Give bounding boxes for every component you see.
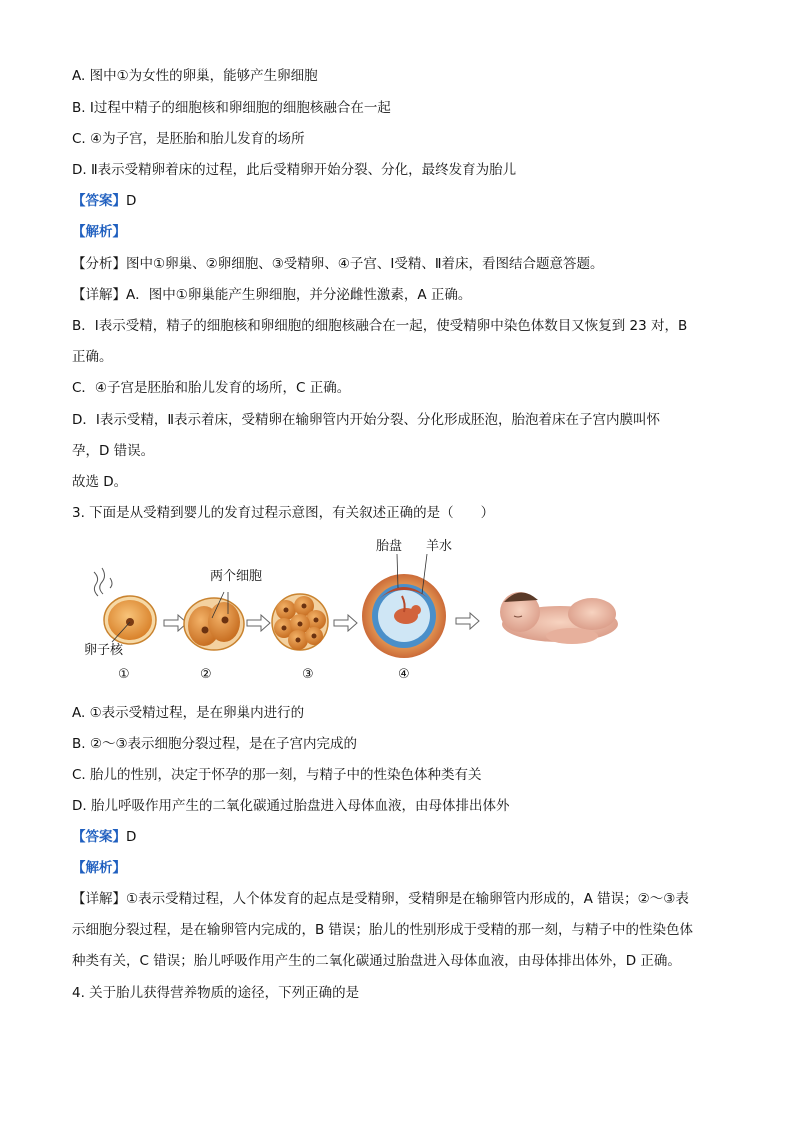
q2-detail-line-5: D．Ⅰ表示受精，Ⅱ表示着床，受精卵在输卵管内开始分裂、分化形成胚泡，胎泡着床在子宫内膜叫怀 — [72, 412, 661, 428]
stage-number-1: ① — [118, 667, 130, 682]
label-egg-nucleus: 卵子核 — [84, 643, 124, 658]
answer-label: 【答案】 — [72, 829, 126, 845]
q2-option-a: A. 图中①为女性的卵巢，能够产生卵细胞 — [72, 68, 318, 84]
q3-option-b: B. ②～③表示细胞分裂过程，是在子宫内完成的 — [72, 736, 358, 752]
label-two-cells: 两个细胞 — [210, 569, 263, 584]
q2-option-c: C. ④为子宫，是胚胎和胎儿发育的场所 — [72, 131, 305, 147]
q2-detail-line-3: 正确。 — [72, 349, 113, 365]
q3-analysis-heading — [72, 858, 126, 878]
fenxi-label: 【分析】 — [72, 256, 126, 272]
label-placenta: 胎盘 — [376, 539, 403, 554]
answer-value: D — [126, 193, 137, 209]
stage-3-morula — [272, 594, 328, 650]
answer-label: 【答案】 — [72, 193, 126, 209]
q3-option-d: D. 胎儿呼吸作用产生的二氧化碳通过胎盘进入母体血液，由母体排出体外 — [72, 798, 510, 814]
arrow-2 — [247, 615, 270, 631]
arrow-3 — [334, 615, 357, 631]
development-diagram — [72, 532, 632, 692]
q2-option-b: B. Ⅰ过程中精子的细胞核和卵细胞的细胞核融合在一起 — [72, 100, 391, 116]
q3-answer — [72, 827, 136, 847]
detail-text: A．图中①卵巢能产生卵细胞，并分泌雌性激素，A 正确。 — [126, 287, 472, 303]
q3-option-c: C. 胎儿的性别，决定于怀孕的那一刻，与精子中的性染色体种类有关 — [72, 767, 482, 783]
stage-1-fertilization — [94, 568, 156, 644]
baby-illustration — [500, 592, 618, 644]
q2-detail-line-2: B．Ⅰ表示受精，精子的细胞核和卵细胞的细胞核融合在一起，使受精卵中染色体数目又恢复到 23 对，B — [72, 318, 688, 334]
stage-number-3: ③ — [302, 667, 314, 682]
q4-stem: 4. 关于胎儿获得营养物质的途径，下列正确的是 — [72, 985, 360, 1001]
q2-detail-line-6: 孕，D 错误。 — [72, 443, 155, 459]
detail-label: 【详解】 — [72, 287, 126, 303]
answer-value: D — [126, 829, 137, 845]
stage-number-2: ② — [200, 667, 212, 682]
stage-2-two-cells — [184, 592, 244, 650]
arrow-4 — [456, 613, 479, 629]
q2-option-d: D. Ⅱ表示受精卵着床的过程，此后受精卵开始分裂、分化，最终发育为胎儿 — [72, 162, 517, 178]
q2-detail-line-1 — [72, 285, 471, 305]
q2-fenxi — [72, 254, 604, 274]
q2-detail-line-4: C．④子宫是胚胎和胎儿发育的场所，C 正确。 — [72, 380, 351, 396]
analysis-label: 【解析】 — [72, 860, 126, 876]
analysis-label: 【解析】 — [72, 224, 126, 240]
detail-label: 【详解】 — [72, 891, 126, 907]
q3-option-a: A. ①表示受精过程，是在卵巢内进行的 — [72, 705, 305, 721]
label-amniotic-fluid: 羊水 — [426, 539, 453, 554]
q3-detail-line-1 — [72, 889, 689, 909]
detail-text: ①表示受精过程，人个体发育的起点是受精卵，受精卵是在输卵管内形成的，A 错误；②～③表 — [126, 891, 689, 907]
fenxi-text: 图中①卵巢、②卵细胞、③受精卵、④子宫、Ⅰ受精、Ⅱ着床，看图结合题意答题。 — [126, 256, 604, 272]
q2-detail-line-7: 故选 D。 — [72, 474, 128, 490]
q3-detail-line-3: 种类有关，C 错误；胎儿呼吸作用产生的二氧化碳通过胎盘进入母体血液，由母体排出体外，D 正确。 — [72, 953, 681, 969]
stage-number-4: ④ — [398, 667, 410, 682]
q2-analysis-heading — [72, 222, 126, 242]
q3-stem: 3. 下面是从受精到婴儿的发育过程示意图，有关叙述正确的是（ ） — [72, 505, 495, 521]
stage-4-embryo-in-womb — [362, 554, 446, 658]
q2-answer — [72, 191, 136, 211]
q3-detail-line-2: 示细胞分裂过程，是在输卵管内完成的，B 错误；胎儿的性别形成于受精的那一刻，与精子中的性染色体 — [72, 922, 694, 938]
